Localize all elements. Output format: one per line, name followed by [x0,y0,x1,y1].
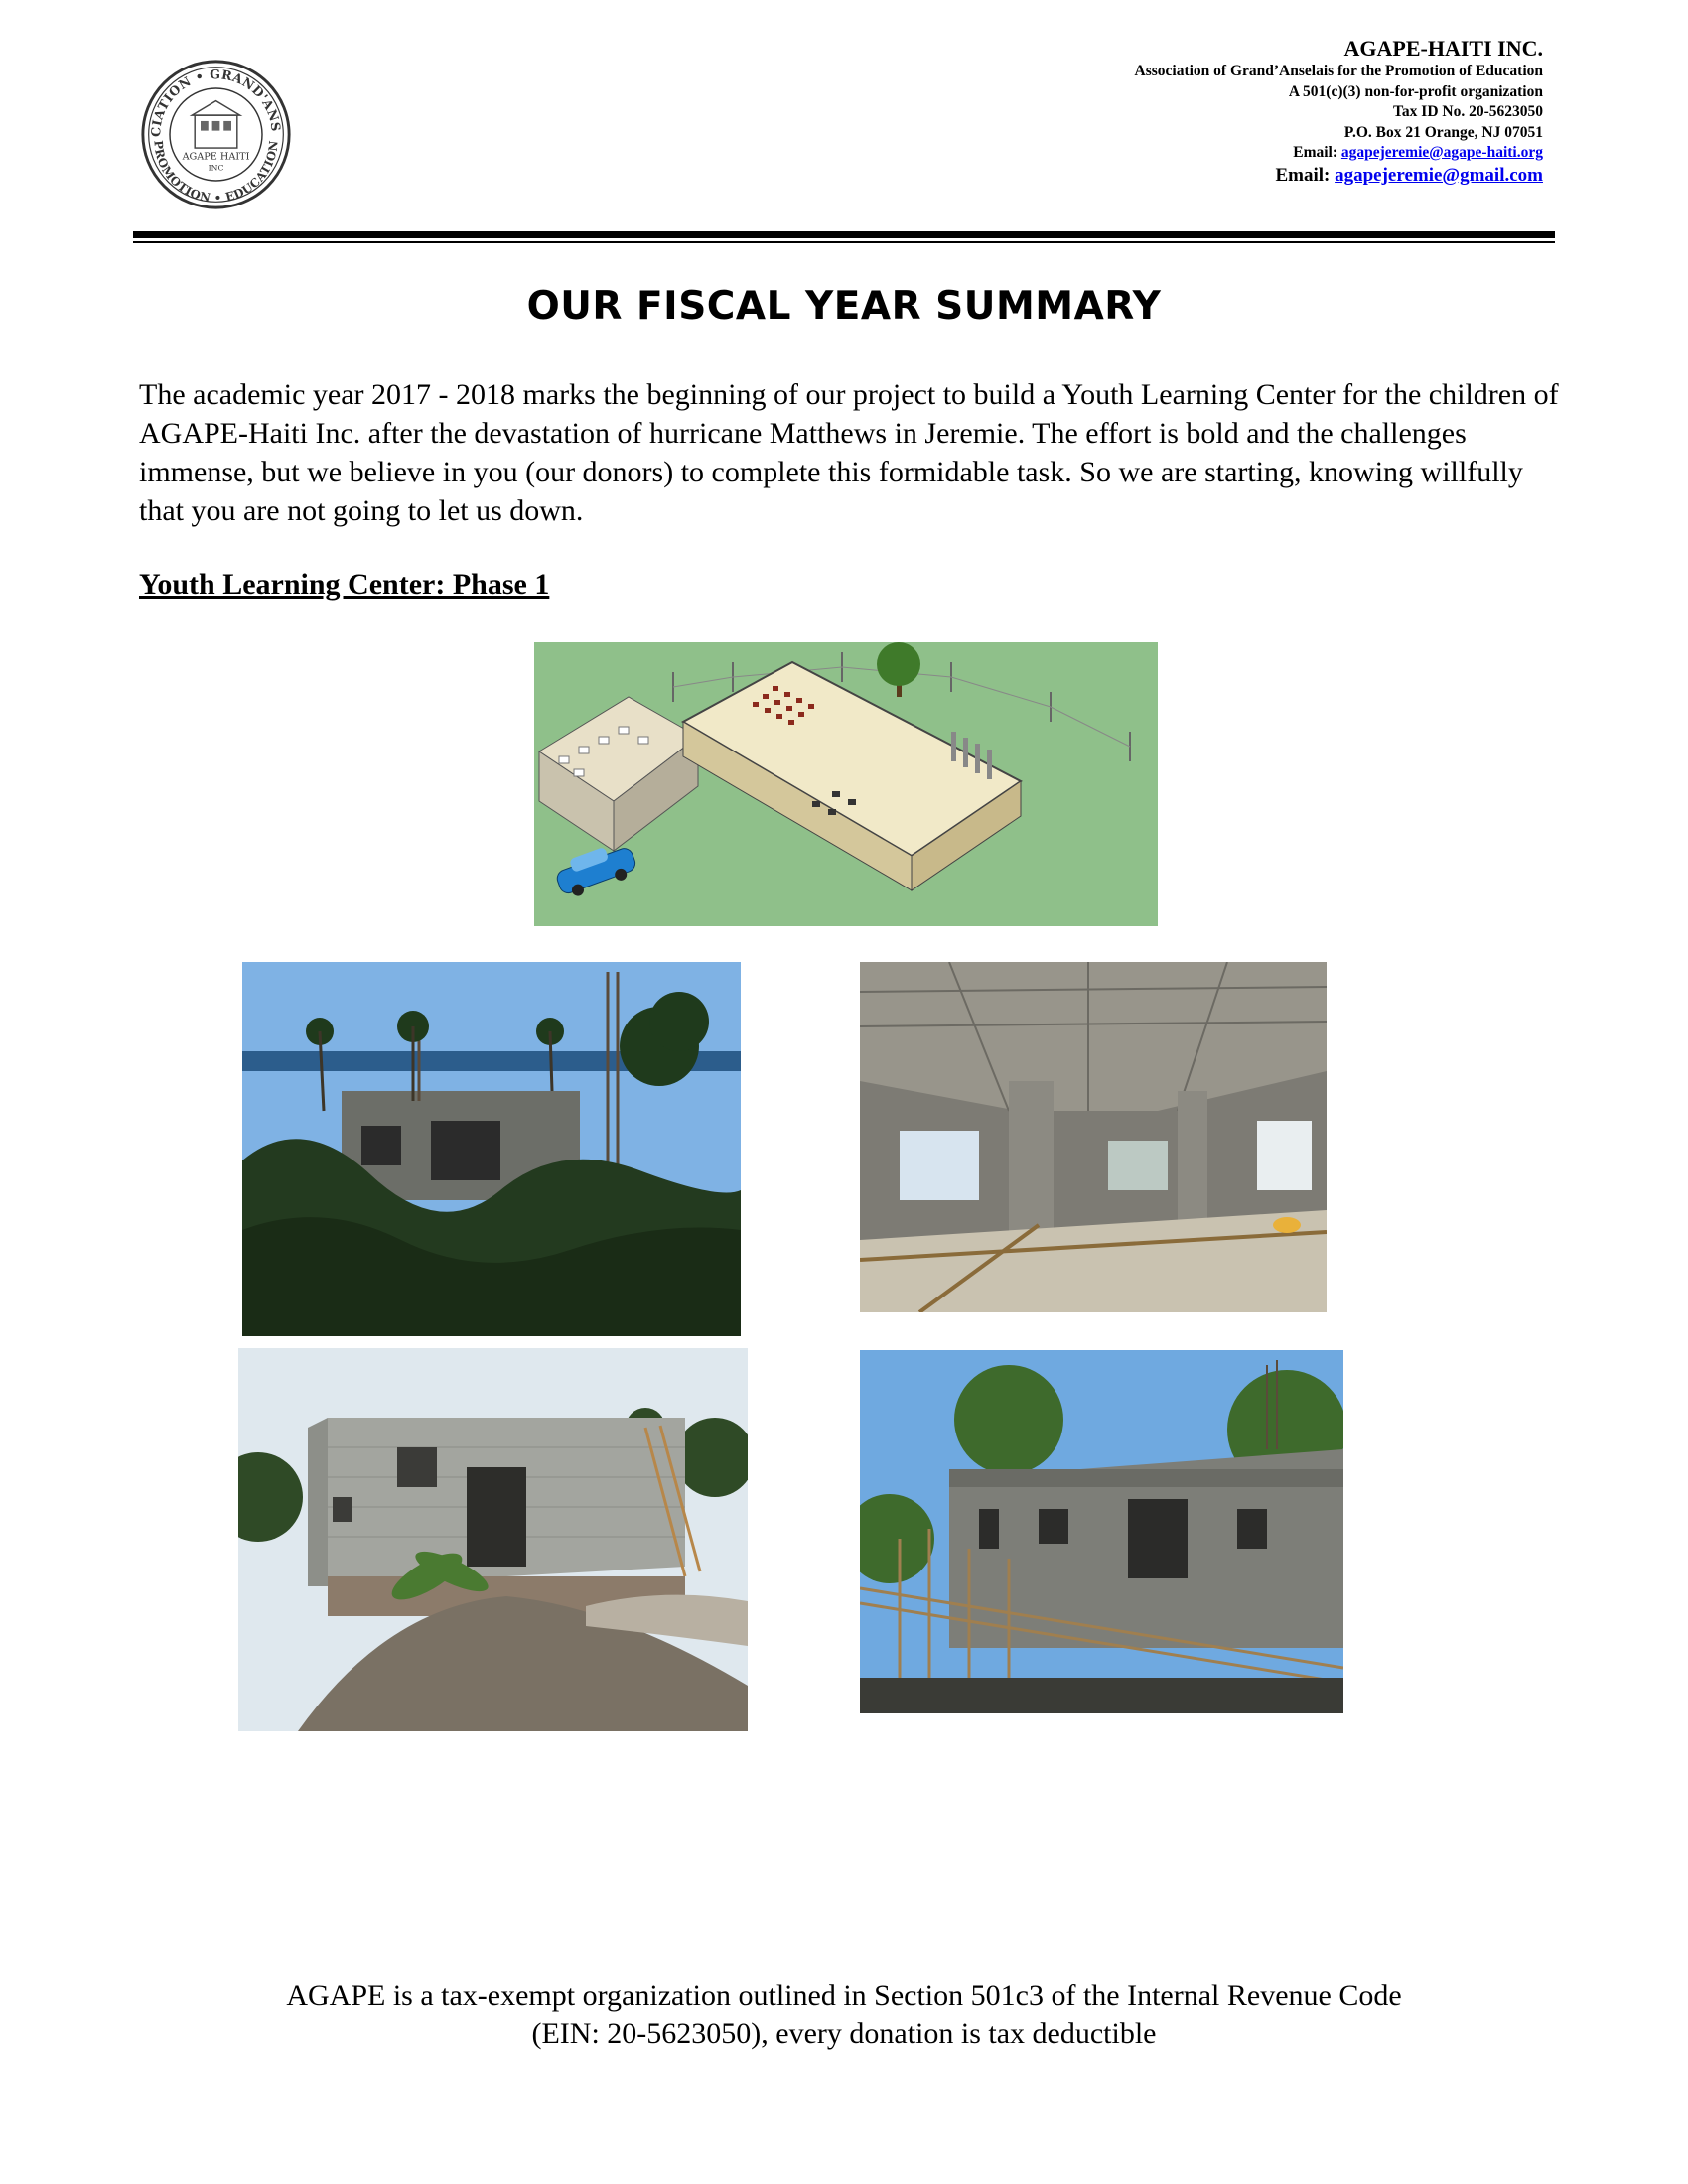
tax-exempt-footer [0,1978,1688,2053]
email-line-2 [848,164,1543,188]
organization-status: A 501(c)(3) non-for-profit organization [1288,82,1543,100]
tax-id: Tax ID No. 20-5623050 [1393,103,1543,120]
svg-text:AGAPE HAITI: AGAPE HAITI [182,151,250,163]
construction-photo-plastered [860,1350,1343,1713]
footer-line-2: (EIN: 20-5623050), every donation is tax deductible [531,2017,1157,2050]
organization-subtitle: Association of Grand’Anselais for the Promotion of Education [1134,63,1543,79]
email-line-1 [848,143,1543,164]
svg-text:ASSOCIATION • GRAND'ANSELAIS: CIATION • GRAND'ANS [148,67,284,138]
organization-name: AGAPE-HAITI INC. [1343,36,1543,61]
page-title: OUR FISCAL YEAR SUMMARY [526,284,1162,329]
svg-text:INC: INC [208,163,224,173]
postal-address: P.O. Box 21 Orange, NJ 07051 [1343,123,1543,141]
organization-seal [139,58,293,211]
construction-photo-palms [242,962,741,1336]
section-heading: Youth Learning Center: Phase 1 [139,568,550,601]
construction-photo-blocks [238,1348,748,1731]
email-label: Email: [1293,144,1338,161]
header-divider-thick [133,231,1555,238]
email-link-1[interactable]: agapejeremie@agape-haiti.org [1340,144,1543,161]
organization-info [848,36,1543,188]
svg-text:PROMOTION • EDUCATION: PROMOTION • EDUCATION [151,139,281,205]
footer-line-1: AGAPE is a tax-exempt organization outlined in Section 501c3 of the Internal Revenue Code [286,1979,1402,2012]
learning-center-3d-render [534,642,1158,926]
construction-photo-interior [860,962,1327,1312]
intro-paragraph: The academic year 2017 - 2018 marks the beginning of our project to build a Youth Learning Center for the children of AGAPE-Haiti Inc. after the devastation of hurricane Matthews in Jeremie. The effort is bold and the challenges immense, but we believe in you (our donors) to complete this formidable task. So we are starting, knowing willfully that you are not going to let us down. [139,378,1559,527]
email-link-2[interactable]: agapejeremie@gmail.com [1335,164,1543,186]
email-label: Email: [1275,164,1331,186]
header-divider-thin [133,241,1555,243]
